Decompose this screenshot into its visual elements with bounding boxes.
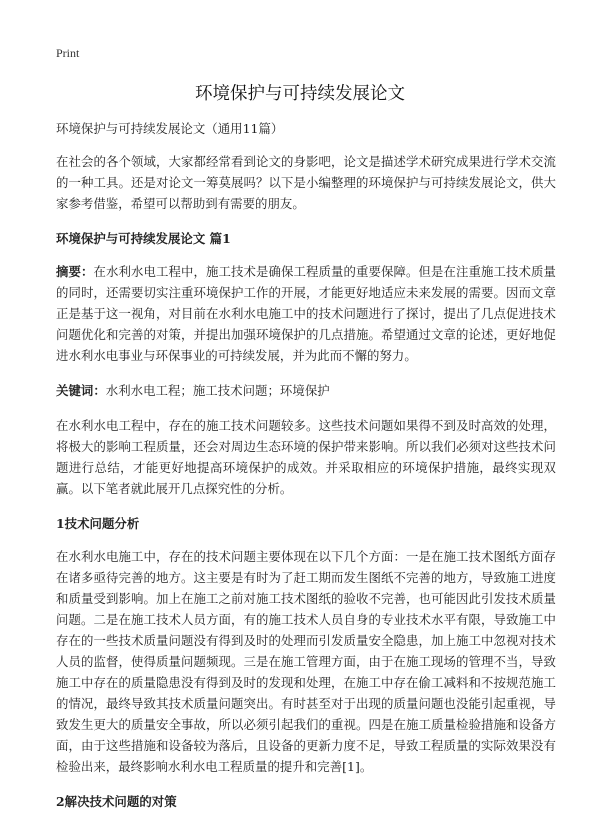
page-title: 环境保护与可持续发展论文 <box>195 84 405 104</box>
intro-paragraph: 在社会的各个领域，大家都经常看到论文的身影吧，论文是描述学术研究成果进行学术交流的一种工具。还是对论文一筹莫展吗？以下是小编整理的环境保护与可持续发展论文，供大家参考借鉴，希望可以帮助到有需要的朋友。 <box>56 154 556 211</box>
abstract-paragraph <box>56 261 556 366</box>
print-link[interactable]: Print <box>56 46 80 60</box>
article-subtitle: 环境保护与可持续发展论文（通用11篇） <box>56 121 284 136</box>
keywords-label: 关键词： <box>56 383 106 398</box>
keywords-text: 水利水电工程；施工技术问题；环境保护 <box>105 383 330 398</box>
abstract-text: 在水利水电工程中，施工技术是确保工程质量的重要保障。但是在注重施工技术质量的同时，还需要切实注重环境保护工作的开展，才能更好地适应未来发展的需要。因而文章正是基于这一视角，对目前在水利水电施工中的技术问题进行了探讨，提出了几点促进技术问题优化和完善的对策，并提出加强环境保护的几点措施。希望通过文章的论述，更好地促进水利水电事业与环保事业的可持续发展，并为此而不懈的努力。 <box>56 264 556 363</box>
abstract-label: 摘要： <box>56 264 94 279</box>
keywords-paragraph <box>56 380 556 401</box>
body-paragraph-2: 在水利水电施工中，存在的技术问题主要体现在以下几个方面：一是在施工技术图纸方面存在诸多亟待完善的地方。这主要是有时为了赶工期而发生图纸不完善的地方，导致施工进度和质量受到影响。加上在施工之前对施工技术图纸的验收不完善，也可能因此引发技术质量问题。二是在施工技术人员方面，有的施工技术人员自身的专业技术水平有限，导致施工中存在的一些技术质量问题没有得到及时的处理而引发质量安全隐患，加上施工中忽视对技术人员的监督，使得质量问题频现。三是在施工管理方面，由于在施工现场的管理不当，导致施工中存在的质量隐患没有得到及时的发现和处理，在施工中存在偷工减料和不按规范施工的情况，最终导致其技术质量问题突出。有时甚至对于出现的质量问题也没能引起重视，导致发生更大的质量安全事故，所以必须引起我们的重视。四是在施工质量检验措施和设备方面，由于这些措施和设备较为落后，且设备的更新力度不足，导致工程质量的实际效果没有检验出来，最终影响水利水电工程质量的提升和完善[1]。 <box>56 549 556 774</box>
subheading-1: 1技术问题分析 <box>56 516 140 531</box>
section-heading-1: 环境保护与可持续发展论文 篇1 <box>56 231 231 246</box>
body-paragraph-1: 在水利水电工程中，存在的施工技术问题较多。这些技术问题如果得不到及时高效的处理，将极大的影响工程质量，还会对周边生态环境的保护带来影响。所以我们必须对这些技术问题进行总结，才能更好地提高环境保护的成效。并采取相应的环境保护措施，最终实现双赢。以下笔者就此展开几点探究性的分析。 <box>56 418 556 496</box>
article-body <box>56 118 556 824</box>
subheading-2: 2解决技术问题的对策 <box>56 794 177 809</box>
